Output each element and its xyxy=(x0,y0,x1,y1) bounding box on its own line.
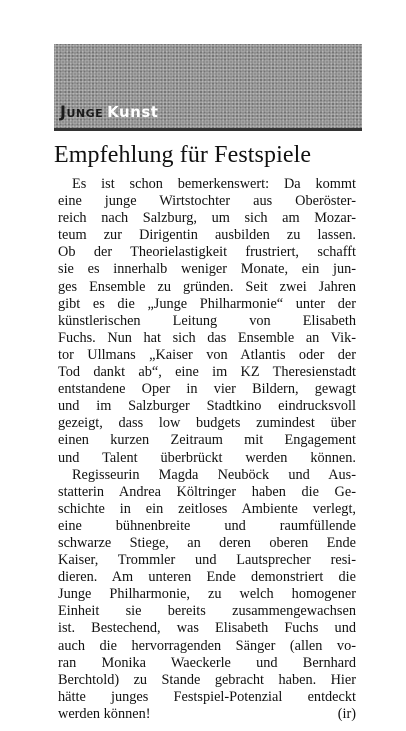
article-line: ran Monika Waeckerle und Bernhard xyxy=(58,654,356,671)
header-divider xyxy=(54,128,362,131)
kicker-part-2: Kunst xyxy=(107,103,159,121)
article-line: statterin Andrea Költringer haben die Ge- xyxy=(58,483,356,500)
article-line: eine bühnenbreite und raumfüllende xyxy=(58,517,356,534)
article-line: entstandene Oper in vier Bildern, gewagt xyxy=(58,381,356,398)
article-line: schichte in ein zeitloses Ambiente verlegt, xyxy=(58,500,356,517)
article-line: Fuchs. Nun hat sich das Ensemble an Vik- xyxy=(58,329,356,346)
article-line: teum zur Dirigentin ausbilden zu lassen. xyxy=(58,227,356,244)
article-line: gezeigt, dass low budgets zumindest über xyxy=(58,415,356,432)
article-line: künstlerischen Leitung von Elisabeth xyxy=(58,312,356,329)
article-line: gibt es die „Junge Philharmonie“ unter der xyxy=(58,295,356,312)
article-line: Kaiser, Trommler und Lautsprecher resi- xyxy=(58,552,356,569)
article-line: eine junge Wirtstochter aus Oberöster- xyxy=(58,193,356,210)
article-line: auch die hervorragenden Sänger (allen vo- xyxy=(58,637,356,654)
article-line: Einheit sie bereits zusammengewachsen xyxy=(58,603,356,620)
section-kicker xyxy=(60,102,158,121)
article-line: und im Salzburger Stadtkino eindrucksvoll xyxy=(58,398,356,415)
article-headline: Empfehlung für Festspiele xyxy=(54,142,312,168)
article-line: Regisseurin Magda Neuböck und Aus- xyxy=(72,466,356,483)
article-line: ges Ensemble zu gründen. Seit zwei Jahren xyxy=(58,278,356,295)
article-line: ist. Bestechend, was Elisabeth Fuchs und xyxy=(58,620,356,637)
kicker-part-1: Junge xyxy=(60,102,104,121)
article-body xyxy=(58,176,356,723)
author-signature: (ir) xyxy=(337,705,356,722)
article-line: schwarze Stiege, an deren oberen Ende xyxy=(58,534,356,551)
article-line: Berchtold) zu Stande gebracht haben. Hier xyxy=(58,671,356,688)
article-line: reich nach Salzburg, um sich am Mozar- xyxy=(58,210,356,227)
article-line: Junge Philharmonie, zu welch homogener xyxy=(58,586,356,603)
article-line: Tod dankt ab“, eine im KZ Theresienstadt xyxy=(58,364,356,381)
article-line: tor Ullmans „Kaiser von Atlantis oder der xyxy=(58,346,356,363)
paragraph-2 xyxy=(58,467,356,723)
article-line: hätte junges Festspiel-Potenzial entdeckt xyxy=(58,688,356,705)
article-line: Es ist schon bemerkenswert: Da kommt xyxy=(72,176,356,192)
article-line: einen kurzen Zeitraum mit Engagement xyxy=(58,432,356,449)
article-closing-line xyxy=(58,706,356,723)
paragraph-1 xyxy=(58,176,356,467)
article-last-line: werden können! xyxy=(58,705,151,722)
article-line: Ob der Theorielastigkeit frustriert, schafft xyxy=(58,244,356,261)
article-line: dieren. Am unteren Ende demonstriert die xyxy=(58,569,356,586)
article-line: und Talent überbrückt werden können. xyxy=(58,449,356,466)
article-line: sie es innerhalb weniger Monate, ein jun- xyxy=(58,261,356,278)
